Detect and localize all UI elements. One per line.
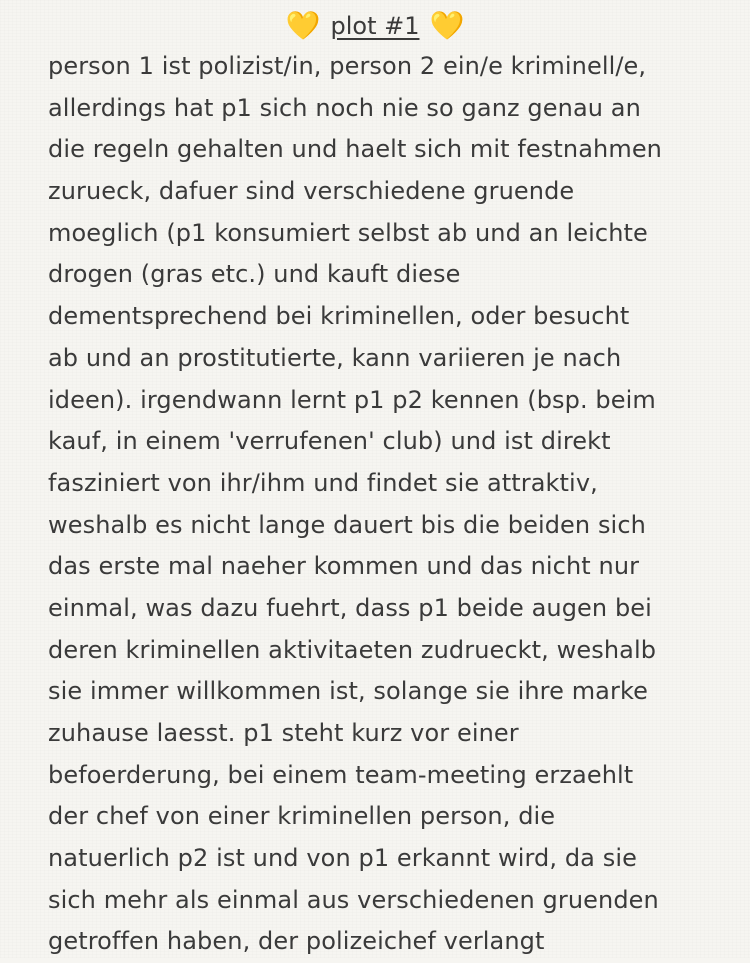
note-title: plot #1 bbox=[330, 12, 420, 40]
text-line: moeglich (p1 konsumiert selbst ab und an leichte bbox=[48, 218, 648, 247]
text-line: sich mehr als einmal aus verschiedenen gruenden bbox=[48, 885, 659, 914]
text-line: getroffen haben, der polizeichef verlangt bbox=[48, 927, 545, 956]
text-line: zurueck, dafuer sind verschiedene gruende bbox=[48, 177, 575, 206]
text-line: ab und an prostitutierte, kann variieren je nach bbox=[48, 343, 622, 372]
text-line: ideen). irgendwann lernt p1 p2 kennen (bsp. beim bbox=[48, 385, 656, 414]
yellow-heart-icon: 💛 bbox=[285, 9, 321, 42]
text-line: einmal, was dazu fuehrt, dass p1 beide augen bei bbox=[48, 593, 652, 622]
yellow-heart-icon: 💛 bbox=[429, 9, 465, 42]
text-line: fasziniert von ihr/ihm und findet sie attraktiv, bbox=[48, 468, 598, 497]
note-title-row bbox=[0, 4, 750, 48]
text-line: der chef von einer kriminellen person, die bbox=[48, 802, 556, 831]
text-line: person 1 ist polizist/in, person 2 ein/e kriminell/e, bbox=[48, 52, 647, 80]
text-line: zuhause laesst. p1 steht kurz vor einer bbox=[48, 719, 519, 747]
text-line: weshalb es nicht lange dauert bis die beiden sich bbox=[48, 510, 646, 539]
text-line: natuerlich p2 ist und von p1 erkannt wird, da sie bbox=[48, 844, 637, 873]
note-body bbox=[48, 46, 728, 963]
text-line: befoerderung, bei einem team-meeting erzaehlt bbox=[48, 760, 634, 789]
text-line: kauf, in einem 'verrufenen' club) und ist direkt bbox=[48, 427, 611, 456]
text-line: dementsprechend bei kriminellen, oder besucht bbox=[48, 302, 630, 331]
text-line: die regeln gehalten und haelt sich mit festnahmen bbox=[48, 135, 662, 164]
text-line: sie immer willkommen ist, solange sie ihre marke bbox=[48, 677, 648, 706]
text-line: drogen (gras etc.) und kauft diese bbox=[48, 260, 461, 289]
text-line: das erste mal naeher kommen und das nicht nur bbox=[48, 552, 640, 581]
text-line: deren kriminellen aktivitaeten zudrueckt, weshalb bbox=[48, 635, 657, 664]
text-line: allerdings hat p1 sich noch nie so ganz genau an bbox=[48, 93, 641, 122]
